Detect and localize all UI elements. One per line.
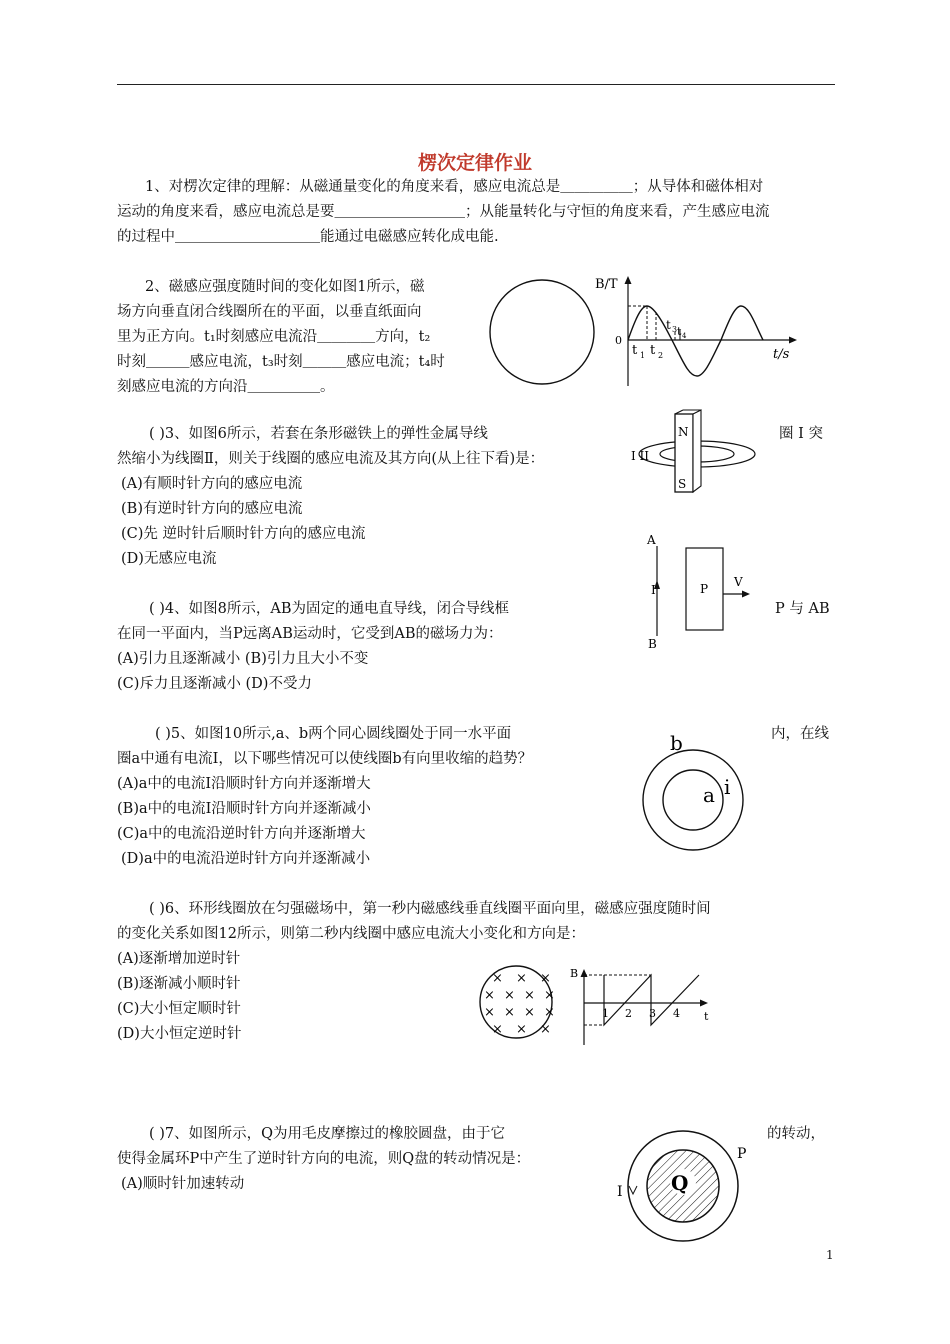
graph1-t2: t bbox=[650, 343, 656, 358]
field-cross-mark: × bbox=[544, 988, 555, 1003]
figure-12-coil-in-field bbox=[470, 962, 560, 1042]
q6-option-a: (A)逐渐增加逆时针 bbox=[117, 951, 241, 967]
graph12-tick-4: 4 bbox=[673, 1007, 680, 1020]
header-rule bbox=[117, 84, 835, 85]
q3-line1: ( )3、如图6所示，若套在条形磁铁上的弹性金属导线 bbox=[149, 426, 488, 442]
q5-option-a: (A)a中的电流I沿顺时针方向并逐渐增大 bbox=[117, 776, 371, 792]
q5-line1: ( )5、如图10所示,a、b两个同心圆线圈处于同一水平面 bbox=[155, 726, 512, 742]
graph1-t3: t bbox=[666, 318, 671, 332]
q5-option-c: (C)a中的电流沿逆时针方向并逐渐增大 bbox=[117, 826, 366, 842]
ring-current-i: I bbox=[617, 1184, 623, 1200]
field-cross-mark: × bbox=[484, 988, 495, 1003]
graph12-tick-3: 3 bbox=[649, 1007, 656, 1020]
q6-option-c: (C)大小恒定顺时针 bbox=[117, 1001, 241, 1017]
q4-line1-tail: P 与 AB bbox=[775, 601, 830, 617]
q2-line2: 场方向垂直闭合线圈所在的平面，以垂直纸面向 bbox=[117, 304, 422, 320]
graph1-t1: t bbox=[632, 343, 638, 358]
q4-line2: 在同一平面内，当P远离AB运动时，它受到AB的磁场力为： bbox=[117, 626, 503, 642]
q6-line1: ( )6、环形线圈放在匀强磁场中，第一秒内磁感线垂直线圈平面向里，磁感应强度随时间 bbox=[149, 901, 711, 917]
q6-option-d: (D)大小恒定逆时针 bbox=[117, 1026, 242, 1042]
velocity-label-v: V bbox=[734, 575, 743, 589]
graph1-t3-sub: 3 bbox=[672, 325, 678, 334]
field-cross-mark: × bbox=[540, 1022, 551, 1037]
q7-line1-tail: 的转动， bbox=[767, 1126, 825, 1142]
q6-line2: 的变化关系如图12所示，则第二秒内线圈中感应电流大小变化和方向是： bbox=[117, 926, 585, 942]
graph1-x-label: t/s bbox=[773, 347, 790, 362]
figure-6-bar-magnet bbox=[625, 408, 775, 494]
field-cross-mark: × bbox=[516, 971, 527, 986]
field-cross-mark: × bbox=[504, 1005, 515, 1020]
graph12-tick-2: 2 bbox=[625, 1007, 632, 1020]
field-cross-mark: × bbox=[540, 971, 551, 986]
q2-line1: 2、磁感应强度随时间的变化如图1所示，磁 bbox=[145, 279, 425, 295]
figure-rotating-disk bbox=[615, 1128, 760, 1243]
graph1-origin: 0 bbox=[615, 334, 622, 347]
graph12-t-label: t bbox=[704, 1010, 709, 1023]
graph1-t2-sub: 2 bbox=[658, 351, 664, 360]
q5-option-b: (B)a中的电流I沿顺时针方向并逐渐减小 bbox=[117, 801, 371, 817]
magnet-s-label: S bbox=[678, 477, 687, 491]
field-cross-mark: × bbox=[524, 988, 535, 1003]
q2-line5: 刻感应电流的方向沿＿＿＿＿＿。 bbox=[117, 379, 335, 395]
page-number: 1 bbox=[826, 1248, 834, 1262]
field-cross-mark: × bbox=[524, 1005, 535, 1020]
page-title: 楞次定律作业 bbox=[417, 152, 532, 174]
q3-option-d: (D)无感应电流 bbox=[121, 551, 217, 567]
q3-option-a: (A)有顺时针方向的感应电流 bbox=[121, 476, 303, 492]
wire-label-a: A bbox=[647, 533, 656, 547]
q5-option-d: (D)a中的电流沿逆时针方向并逐渐减小 bbox=[121, 851, 371, 867]
q7-line2: 使得金属环P中产生了逆时针方向的电流，则Q盘的转动情况是： bbox=[117, 1151, 531, 1167]
field-cross-mark: × bbox=[492, 1022, 503, 1037]
field-cross-mark: × bbox=[504, 988, 515, 1003]
graph1-t4: t bbox=[677, 325, 682, 338]
q3-line1-tail: 圈 I 突 bbox=[779, 426, 823, 442]
current-label-i: i bbox=[724, 775, 731, 799]
q1-line2: 运动的角度来看，感应电流总是要＿＿＿＿＿＿＿＿＿；从能量转化与守恒的角度来看，产生感应电流 bbox=[117, 204, 770, 220]
figure-1-graph bbox=[595, 268, 805, 390]
field-cross-mark: × bbox=[516, 1022, 527, 1037]
q1-line3: 的过程中＿＿＿＿＿＿＿＿＿＿能通过电磁感应转化成电能. bbox=[117, 229, 499, 245]
q3-line2: 然缩小为线圈Ⅱ，则关于线圈的感应电流及其方向(从上往下看)是： bbox=[117, 451, 545, 467]
ring-label-p: P bbox=[737, 1146, 747, 1162]
coil-label-b: b bbox=[670, 731, 683, 755]
graph1-t4-sub: 4 bbox=[682, 332, 687, 340]
q5-line1-tail: 内，在线 bbox=[771, 726, 829, 742]
figure-12-graph bbox=[566, 965, 716, 1047]
q4-options-cd: (C)斥力且逐渐减小 (D)不受力 bbox=[117, 676, 312, 692]
q4-line1: ( )4、如图8所示，AB为固定的通电直导线，闭合导线框 bbox=[149, 601, 509, 617]
graph12-tick-1: 1 bbox=[602, 1007, 609, 1020]
figure-10-concentric-coils bbox=[640, 726, 760, 854]
coil-label-a: a bbox=[703, 783, 715, 807]
q7-line1: ( )7、如图所示，Q为用毛皮摩擦过的橡胶圆盘，由于它 bbox=[149, 1126, 506, 1142]
figure-1-coil bbox=[485, 278, 605, 388]
coil-label: I II bbox=[631, 449, 650, 463]
q7-option-a: (A)顺时针加速转动 bbox=[121, 1176, 245, 1192]
q6-option-b: (B)逐渐减小顺时针 bbox=[117, 976, 241, 992]
frame-label-p: P bbox=[700, 582, 709, 596]
wire-label-b: B bbox=[648, 637, 657, 651]
q4-options-ab: (A)引力且逐渐减小 (B)引力且大小不变 bbox=[117, 651, 369, 667]
q3-option-b: (B)有逆时针方向的感应电流 bbox=[121, 501, 303, 517]
disk-label-q: Q bbox=[671, 1171, 689, 1195]
current-label-i: I bbox=[651, 583, 656, 597]
q2-line4: 时刻＿＿＿感应电流，t₃时刻＿＿＿感应电流；t₄时 bbox=[117, 354, 445, 370]
field-cross-mark: × bbox=[544, 1005, 555, 1020]
q3-option-c: (C)先 逆时针后顺时针方向的感应电流 bbox=[121, 526, 366, 542]
figure-8-wire-and-frame bbox=[640, 528, 760, 656]
q1-line1: 1、对楞次定律的理解：从磁通量变化的角度来看，感应电流总是＿＿＿＿＿；从导体和磁体相对 bbox=[145, 179, 764, 195]
magnet-n-label: N bbox=[678, 425, 689, 439]
graph1-t1-sub: 1 bbox=[640, 351, 646, 360]
graph12-b-label: B bbox=[570, 967, 579, 980]
field-crosses bbox=[484, 971, 555, 1037]
q5-line2: 圈a中通有电流I，以下哪些情况可以使线圈b有向里收缩的趋势？ bbox=[117, 751, 533, 767]
field-cross-mark: × bbox=[492, 971, 503, 986]
graph1-y-label: B/T bbox=[595, 277, 618, 292]
q2-line3: 里为正方向。t₁时刻感应电流沿＿＿＿＿方向，t₂ bbox=[117, 329, 431, 345]
field-cross-mark: × bbox=[484, 1005, 495, 1020]
